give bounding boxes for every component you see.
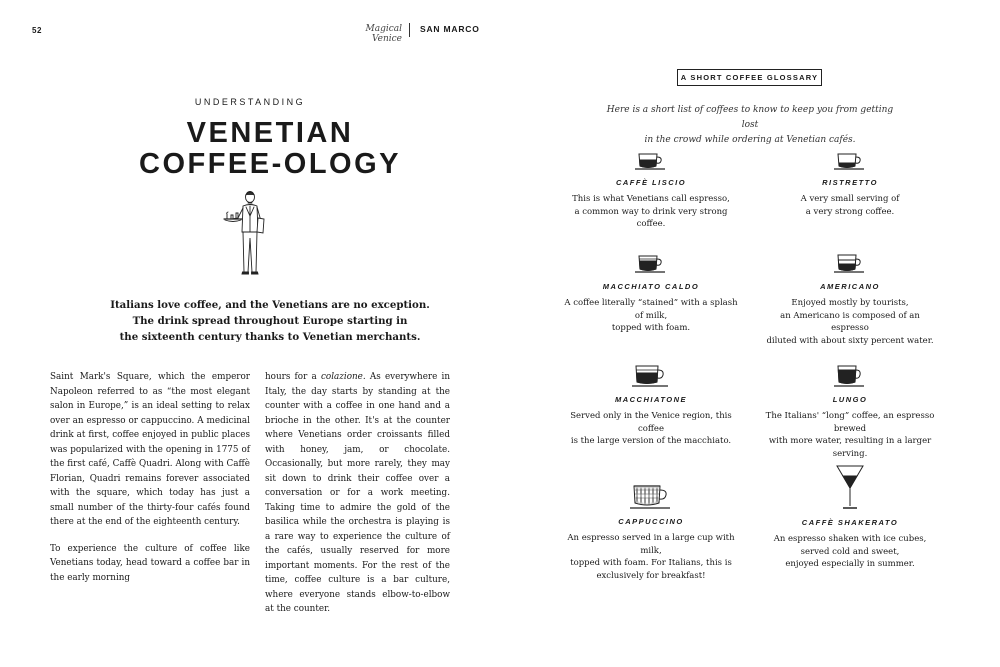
coffee-name: CAFFÈ LISCIO bbox=[615, 178, 687, 187]
coffee-name: MACCHIATONE bbox=[614, 395, 688, 404]
americano-cup-icon bbox=[832, 252, 868, 276]
glossary-entry bbox=[561, 363, 741, 448]
article-intro bbox=[110, 297, 430, 345]
glossary-intro-line: Here is a short list of coffees to know to keep you from getting lost bbox=[606, 105, 894, 130]
coffee-description: Enjoyed mostly by tourists, an Americano is composed of an espresso diluted with about sixty percent water. bbox=[766, 298, 934, 346]
coffee-description: This is what Venetians call espresso, a common way to drink very strong coffee. bbox=[572, 194, 730, 229]
coffee-description: A very small serving of a very strong coffee. bbox=[800, 194, 900, 217]
section-name: SAN MARCO bbox=[420, 24, 480, 34]
body-column-left bbox=[50, 370, 250, 597]
article-title bbox=[100, 118, 440, 180]
coffee-description: An espresso served in a large cup with milk, topped with foam. For Italians, this is exclusively for breakfast! bbox=[567, 533, 735, 581]
glossary-entry bbox=[561, 481, 741, 582]
lungo-cup-icon bbox=[832, 363, 868, 389]
page-number: 52 bbox=[32, 26, 42, 35]
intro-line: the sixteenth century thanks to Venetian merchants. bbox=[119, 331, 421, 343]
espresso-cup-icon bbox=[633, 150, 669, 172]
glossary-entry bbox=[760, 363, 940, 460]
coffee-description: An espresso shaken with ice cubes, served cold and sweet, enjoyed especially in summer. bbox=[773, 534, 927, 569]
coffee-name: LUNGO bbox=[832, 395, 868, 404]
waiter-illustration bbox=[222, 188, 282, 280]
glossary-entry bbox=[760, 252, 940, 347]
glossary-entry bbox=[760, 150, 940, 218]
coffee-name: MACCHIATO CALDO bbox=[602, 282, 700, 291]
coffee-description: The Italians' “long” coffee, an espresso brewed with more water, resulting in a larger serving. bbox=[765, 411, 935, 459]
cappuccino-cup-icon bbox=[629, 481, 673, 511]
body-paragraph: Saint Mark's Square, which the emperor Napoleon referred to as “the most elegant salon in Europe,” is an ideal setting to relax over an espresso or cappuccino. A medicinal drink at first, coffee enjoyed in public places was popularized with the opening in 1775 of the first café, Caffè Quadri. Along with Caffè Florian, Quadri remains forever associated with the square, which today has just a small number of the thirty-four cafés found there at the end of the eighteenth century. bbox=[50, 372, 250, 527]
coffee-description: A coffee literally “stained” with a splash of milk, topped with foam. bbox=[564, 298, 738, 333]
header-divider bbox=[409, 23, 410, 37]
title-line: VENETIAN bbox=[186, 117, 354, 149]
intro-line: The drink spread throughout Europe starting in bbox=[132, 315, 408, 327]
title-line: COFFEE-OLOGY bbox=[139, 148, 401, 180]
body-paragraph: To experience the culture of coffee like Venetians today, head toward a coffee bar in the early morning bbox=[50, 543, 250, 583]
intro-line: Italians love coffee, and the Venetians are no exception. bbox=[110, 299, 430, 311]
martini-glass-icon bbox=[835, 464, 865, 512]
glossary-entry bbox=[760, 464, 940, 571]
glossary-entry bbox=[561, 252, 741, 335]
coffee-description: Served only in the Venice region, this coffee is the large version of the macchiato. bbox=[570, 411, 732, 446]
coffee-name: RISTRETTO bbox=[822, 178, 878, 187]
glossary-intro bbox=[600, 103, 900, 148]
macchiato-caldo-cup-icon bbox=[633, 252, 669, 276]
macchiatone-cup-icon bbox=[631, 363, 671, 389]
glossary-intro-line: in the crowd while ordering at Venetian cafés. bbox=[644, 135, 856, 145]
ristretto-cup-icon bbox=[832, 150, 868, 172]
coffee-name: CAFFÈ SHAKERATO bbox=[801, 518, 899, 527]
article-kicker: UNDERSTANDING bbox=[194, 97, 306, 107]
coffee-name: AMERICANO bbox=[820, 282, 880, 291]
coffee-name: CAPPUCCINO bbox=[618, 517, 684, 526]
glossary-entry bbox=[561, 150, 741, 231]
glossary-heading: A SHORT COFFEE GLOSSARY bbox=[677, 69, 822, 86]
body-paragraph: hours for a colazione. As everywhere in Italy, the day starts by standing at the counter with a coffee in one hand and a brioche in the other. It's at the counter where Venetians order croissants filled with honey, jam, or chocolate. Occasionally, but more rarely, they may sit down to drink their coffee over a conversation or for a work meeting. Taking time to admire the gold of the basilica while the orchestra is playing is a rare way to experience the culture of the cafés, usually reserved for more important moments. For the rest of the time, coffee culture is a bar culture, where everyone stands elbow-to-elbow at the counter. bbox=[265, 372, 450, 614]
body-column-right bbox=[265, 370, 450, 629]
book-title: Magical Venice bbox=[365, 24, 402, 44]
